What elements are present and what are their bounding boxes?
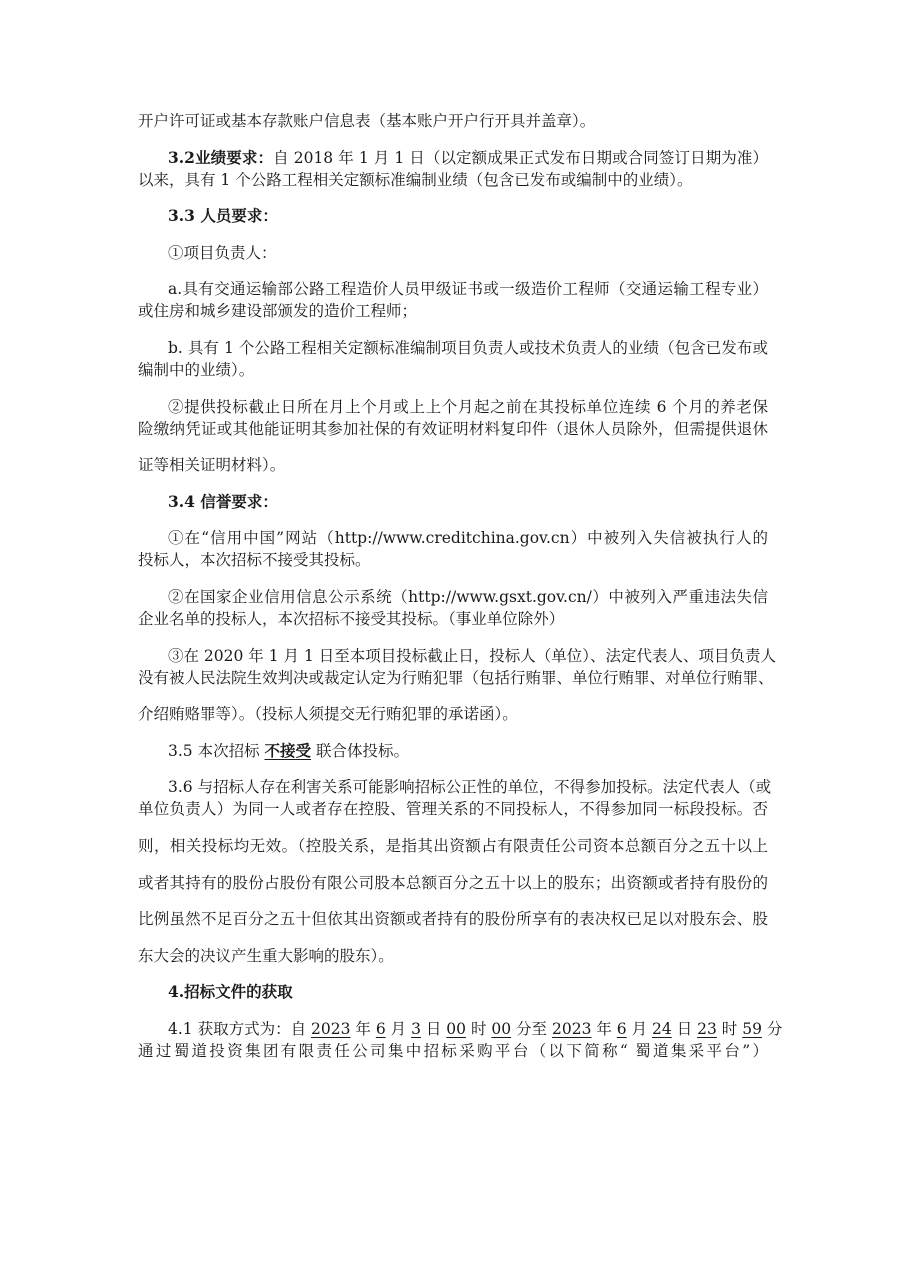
paragraph-line: 通过蜀道投资集团有限责任公司集中招标采购平台（以下简称“ 蜀道集采平台”）	[138, 1041, 768, 1060]
paragraph-line: b. 具有 1 个公路工程相关定额标准编制项目负责人或技术负责人的业绩（包含已发布或	[168, 338, 768, 357]
end-minute: 59	[742, 1019, 762, 1038]
start-minute: 00	[491, 1019, 512, 1038]
end-month: 6	[616, 1019, 627, 1038]
acquisition-time-line	[138, 1018, 783, 1040]
paragraph-text: 分	[761, 1019, 783, 1038]
section-heading-3-4: 3.4 信誉要求：	[168, 491, 278, 511]
paragraph-line: 编制中的业绩）。	[138, 360, 255, 379]
paragraph-line: ②在国家企业信用信息公示系统（http://www.gsxt.gov.cn/）中被列入严重违法失信	[168, 587, 768, 606]
paragraph-line: 以来，具有 1 个公路工程相关定额标准编制业绩（包含已发布或编制中的业绩）。	[138, 170, 693, 189]
paragraph-line: 3.6 与招标人存在利害关系可能影响招标公正性的单位，不得参加投标。法定代表人（或	[168, 778, 772, 797]
end-year: 2023	[551, 1019, 592, 1038]
consortium-status: 不接受	[264, 740, 312, 760]
paragraph-line: 或住房和城乡建设部颁发的造价工程师；	[138, 302, 418, 321]
paragraph-text: 年	[350, 1019, 376, 1038]
end-day: 24	[652, 1019, 672, 1038]
paragraph-line: 或者其持有的股份占股份有限公司股本总额百分之五十以上的股东；出资额或者持有股份的	[138, 873, 768, 892]
paragraph-text: 分至	[511, 1019, 552, 1038]
paragraph-text: 日	[671, 1019, 698, 1038]
paragraph-line: 比例虽然不足百分之五十但依其出资额或者持有的股份所享有的表决权已足以对股东会、股	[138, 910, 768, 929]
paragraph-text: 时	[716, 1019, 743, 1038]
paragraph-text: 4.1 获取方式为：自	[168, 1019, 312, 1038]
paragraph-line: 没有被人民法院生效判决或裁定认定为行贿犯罪（包括行贿罪、单位行贿罪、对单位行贿罪、	[138, 668, 774, 687]
paragraph-line: 企业名单的投标人，本次招标不接受其投标。（事业单位除外）	[138, 609, 565, 628]
start-hour: 00	[446, 1019, 467, 1038]
section-heading-3-2: 3.2业绩要求：	[168, 147, 274, 167]
paragraph-text: 3.5 本次招标	[168, 741, 265, 760]
paragraph-line: ①项目负责人：	[168, 243, 277, 262]
paragraph-text: 日	[420, 1019, 447, 1038]
paragraph-line: 单位负责人）为同一人或者存在控股、管理关系的不同投标人，不得参加同一标段投标。否	[138, 800, 768, 819]
paragraph-line: ①在“信用中国”网站（http://www.creditchina.gov.cn）中被列入失信被执行人的	[168, 529, 768, 548]
paragraph-line: 开户许可证或基本存款账户信息表（基本账户开户行开具并盖章）。	[138, 112, 596, 130]
paragraph-line: ③在 2020 年 1 月 1 日至本项目投标截止日，投标人（单位）、法定代表人、项目负责人	[168, 646, 776, 665]
end-hour: 23	[697, 1019, 717, 1038]
start-month: 6	[375, 1019, 386, 1038]
paragraph-text: 自 2018 年 1 月 1 日（以定额成果正式发布日期或合同签订日期为准）	[273, 148, 769, 167]
performance-requirement-line	[138, 147, 768, 169]
paragraph-text: 年	[591, 1019, 617, 1038]
paragraph-text: 月	[626, 1019, 653, 1038]
paragraph-line: 介绍贿赂罪等）。（投标人须提交无行贿犯罪的承诺函）。	[138, 705, 518, 724]
paragraph-line: ②提供投标截止日所在月上个月或上上个月起之前在其投标单位连续 6 个月的养老保	[168, 397, 768, 416]
start-year: 2023	[311, 1019, 351, 1038]
paragraph-line: a.具有交通运输部公路工程造价人员甲级证书或一级造价工程师（交通运输工程专业）	[168, 280, 768, 299]
start-day: 3	[411, 1019, 421, 1038]
paragraph-text: 月	[385, 1019, 412, 1038]
paragraph-line: 险缴纳凭证或其他能证明其参加社保的有效证明材料复印件（退休人员除外，但需提供退休	[138, 419, 768, 438]
paragraph-text: 联合体投标。	[311, 741, 409, 760]
paragraph-line: 证等相关证明材料）。	[138, 456, 286, 475]
paragraph-text: 时	[466, 1019, 492, 1038]
paragraph-line: 则，相关投标均无效。（控股关系，是指其出资额占有限责任公司资本总额百分之五十以上	[138, 836, 768, 855]
section-heading-4: 4.招标文件的获取	[168, 982, 293, 1002]
consortium-line	[138, 740, 768, 762]
paragraph-line: 东大会的决议产生重大影响的股东）。	[138, 946, 394, 965]
section-heading-3-3: 3.3 人员要求：	[168, 206, 278, 226]
paragraph-line: 投标人，本次招标不接受其投标。	[138, 551, 371, 570]
